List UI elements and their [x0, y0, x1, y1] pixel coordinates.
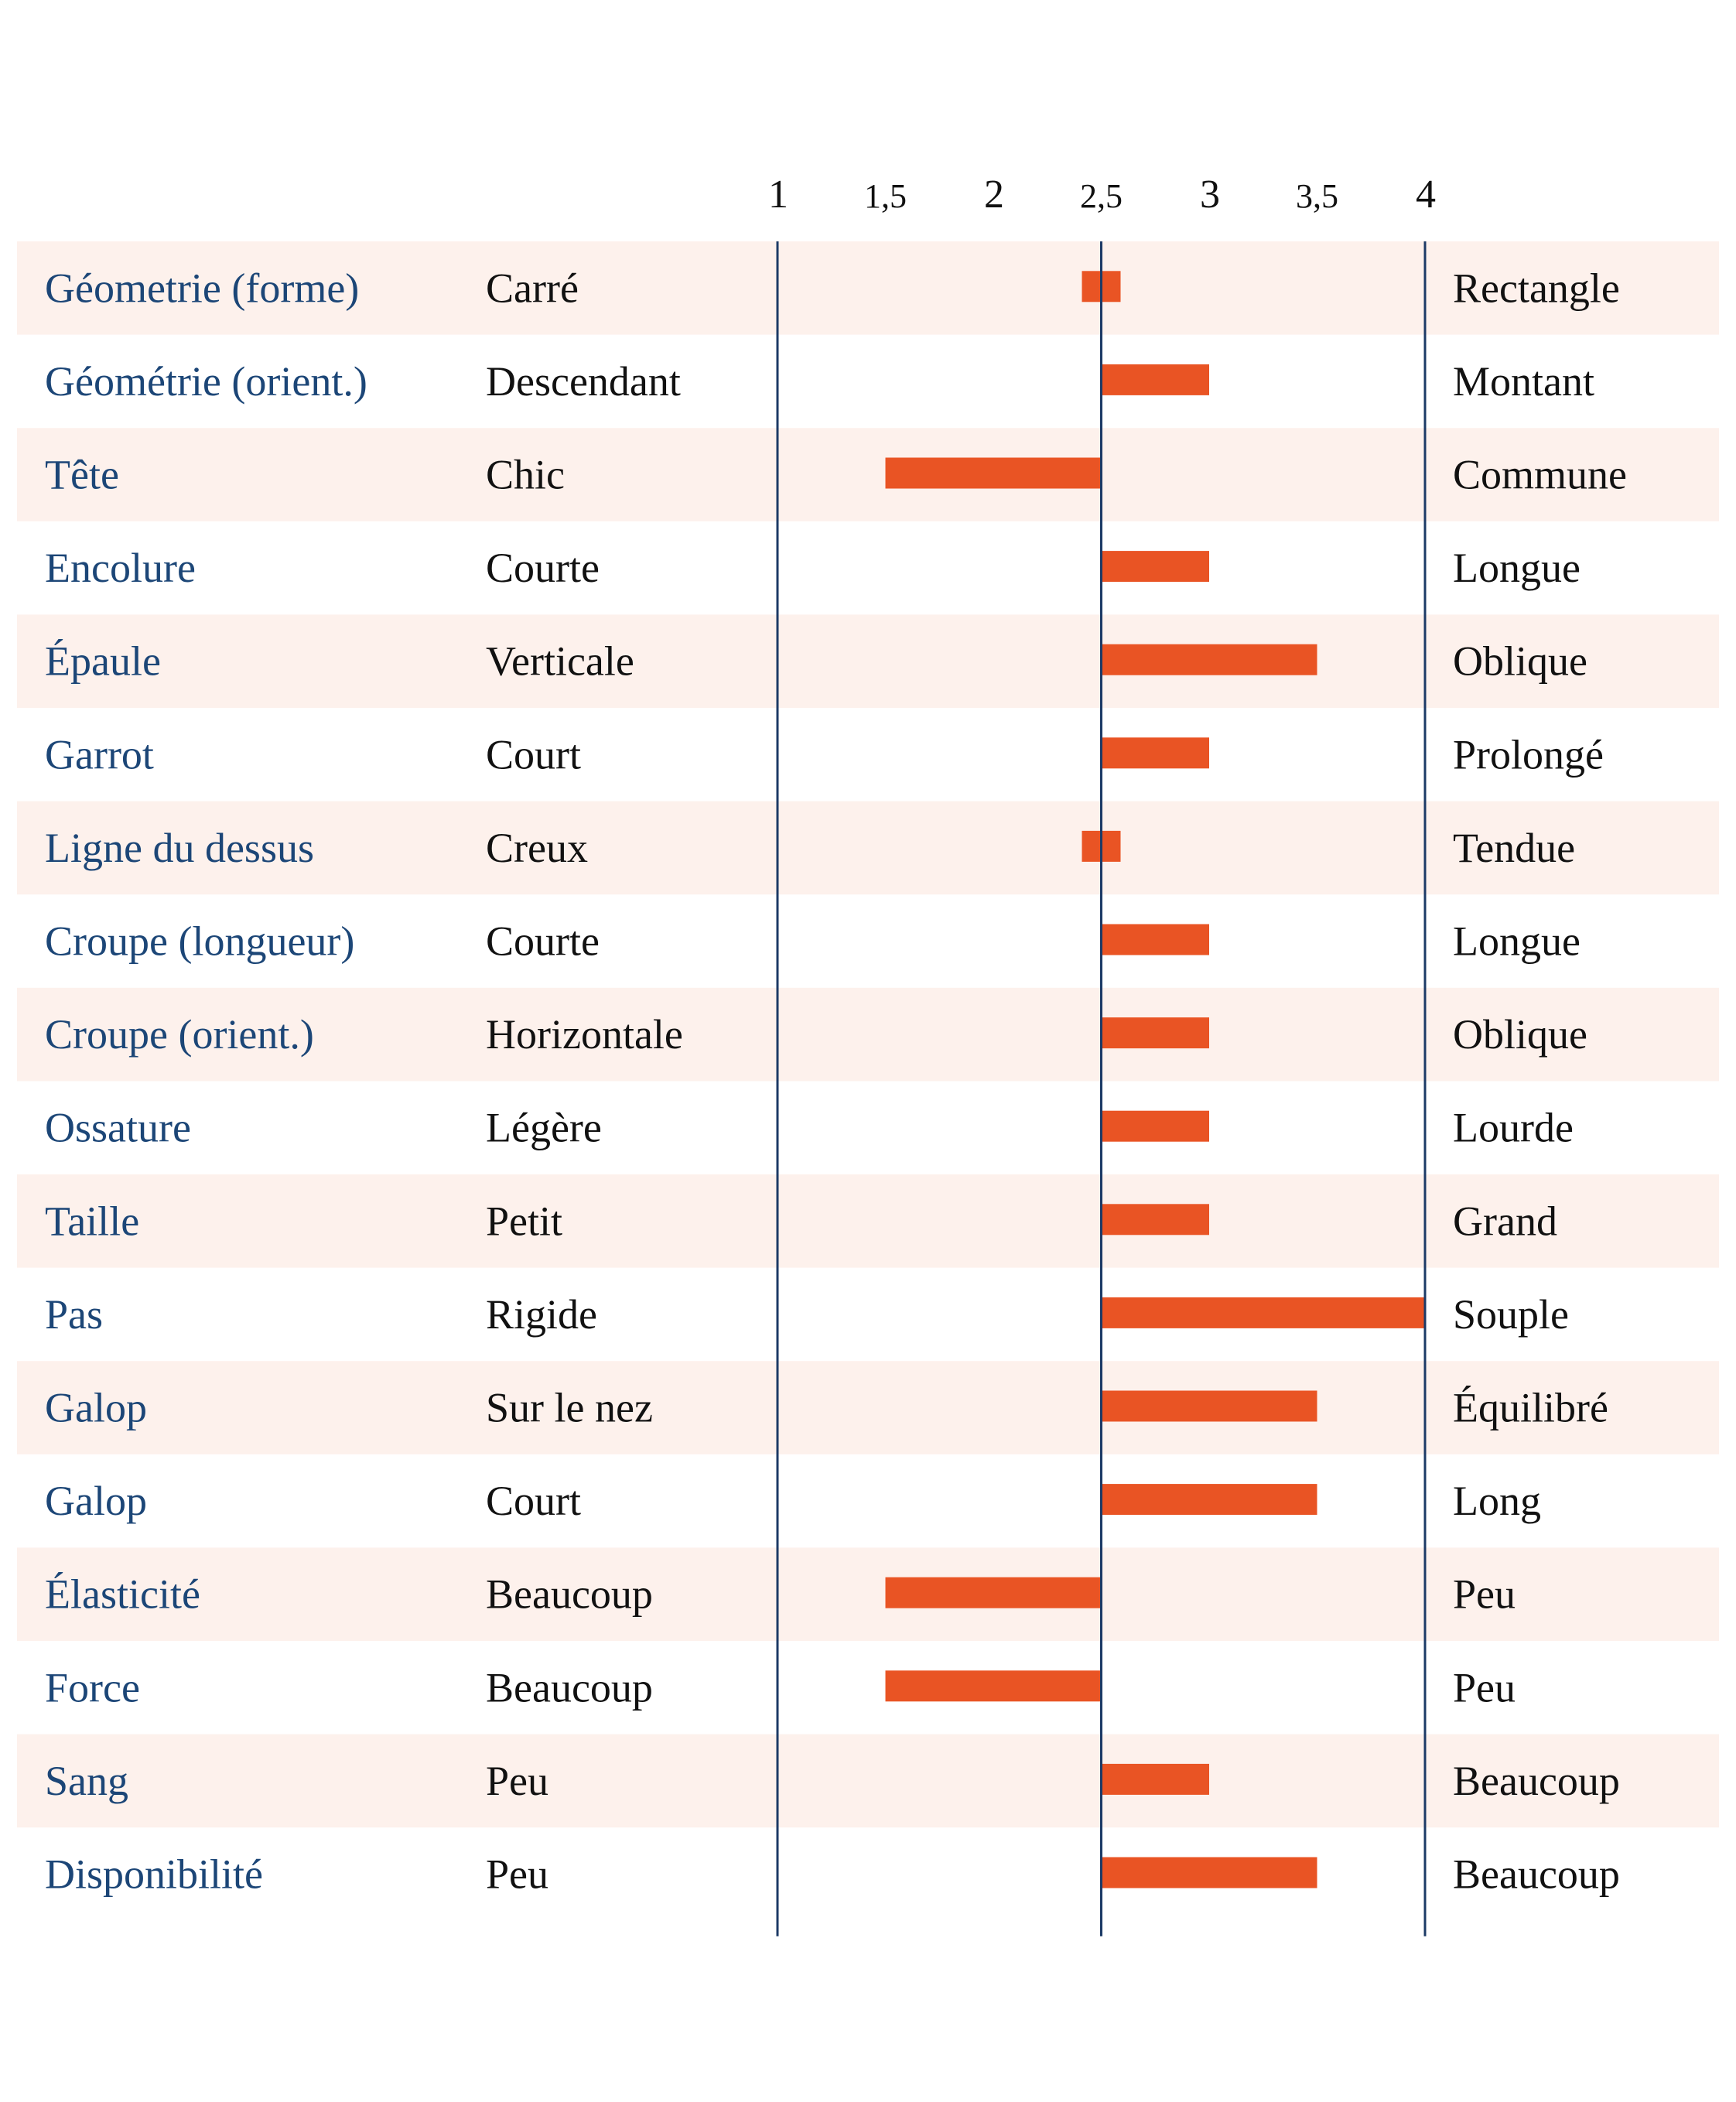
low-pole-label: Descendant: [486, 357, 681, 405]
row-label: Encolure: [45, 545, 196, 592]
high-pole-label: Longue: [1453, 918, 1581, 965]
row-label: Élasticité: [45, 1571, 200, 1618]
row-label: Force: [45, 1664, 140, 1711]
low-pole-label: Horizontale: [486, 1011, 683, 1058]
high-pole-label: Montant: [1453, 357, 1594, 405]
high-pole-label: Prolongé: [1453, 731, 1604, 778]
tick-label: 3: [1200, 173, 1220, 217]
high-pole-label: Grand: [1453, 1198, 1557, 1245]
row-label: Galop: [45, 1384, 147, 1431]
row-label: Galop: [45, 1478, 147, 1525]
row-label: Taille: [45, 1198, 140, 1245]
bar: [1102, 1204, 1210, 1235]
row-label: Disponibilité: [45, 1851, 263, 1898]
row-label: Tête: [45, 451, 119, 498]
low-pole-label: Verticale: [486, 637, 634, 685]
bar: [1102, 364, 1210, 395]
low-pole-label: Petit: [486, 1198, 563, 1245]
tick-label: 4: [1416, 173, 1436, 217]
bar: [1102, 925, 1210, 955]
row-label: Garrot: [45, 731, 154, 778]
row-label: Géométrie (orient.): [45, 357, 367, 405]
bar: [1102, 1858, 1317, 1888]
bar: [886, 1577, 1102, 1608]
tick-label: 2,5: [1080, 177, 1123, 215]
bar: [1102, 1297, 1426, 1328]
bar: [1102, 644, 1317, 675]
bar: [1102, 737, 1210, 768]
low-pole-label: Sur le nez: [486, 1384, 653, 1431]
row-label: Épaule: [45, 637, 161, 685]
high-pole-label: Oblique: [1453, 1011, 1587, 1058]
high-pole-label: Souple: [1453, 1290, 1570, 1338]
bar: [1102, 1484, 1317, 1515]
bar: [1102, 551, 1210, 582]
x-axis-ticks: [768, 173, 1436, 217]
high-pole-label: Beaucoup: [1453, 1757, 1620, 1804]
high-pole-label: Oblique: [1453, 637, 1587, 685]
low-pole-label: Creux: [486, 824, 588, 871]
low-pole-label: Carré: [486, 265, 579, 312]
high-pole-label: Peu: [1453, 1571, 1516, 1618]
high-pole-label: Tendue: [1453, 824, 1576, 871]
low-pole-label: Court: [486, 1478, 582, 1525]
low-pole-label: Rigide: [486, 1290, 597, 1338]
high-pole-label: Peu: [1453, 1664, 1516, 1711]
row-label: Ossature: [45, 1104, 191, 1151]
bar: [886, 458, 1102, 489]
tick-label: 1: [768, 173, 788, 217]
high-pole-label: Équilibré: [1453, 1384, 1608, 1431]
tick-label: 2: [984, 173, 1004, 217]
row-label: Croupe (orient.): [45, 1011, 314, 1058]
low-pole-label: Courte: [486, 918, 600, 965]
high-pole-label: Long: [1453, 1478, 1541, 1525]
bar: [886, 1670, 1102, 1701]
high-pole-label: Beaucoup: [1453, 1851, 1620, 1898]
bar: [1102, 1111, 1210, 1142]
high-pole-label: Rectangle: [1453, 265, 1620, 312]
bar: [1102, 1764, 1210, 1795]
low-pole-label: Peu: [486, 1851, 548, 1898]
row-label: Croupe (longueur): [45, 918, 355, 965]
low-pole-label: Beaucoup: [486, 1664, 653, 1711]
bar: [1102, 1391, 1317, 1422]
row-label: Pas: [45, 1290, 104, 1338]
high-pole-label: Longue: [1453, 545, 1581, 592]
tick-label: 1,5: [864, 177, 907, 215]
low-pole-label: Courte: [486, 545, 600, 592]
low-pole-label: Beaucoup: [486, 1571, 653, 1618]
low-pole-label: Peu: [486, 1757, 548, 1804]
high-pole-label: Commune: [1453, 451, 1627, 498]
row-label: Ligne du dessus: [45, 824, 314, 871]
tick-label: 3,5: [1296, 177, 1338, 215]
low-pole-label: Court: [486, 731, 582, 778]
bar: [1102, 1017, 1210, 1048]
row-label: Sang: [45, 1757, 128, 1804]
row-label: Géometrie (forme): [45, 265, 360, 312]
low-pole-label: Légère: [486, 1104, 602, 1151]
high-pole-label: Lourde: [1453, 1104, 1574, 1151]
low-pole-label: Chic: [486, 451, 565, 498]
